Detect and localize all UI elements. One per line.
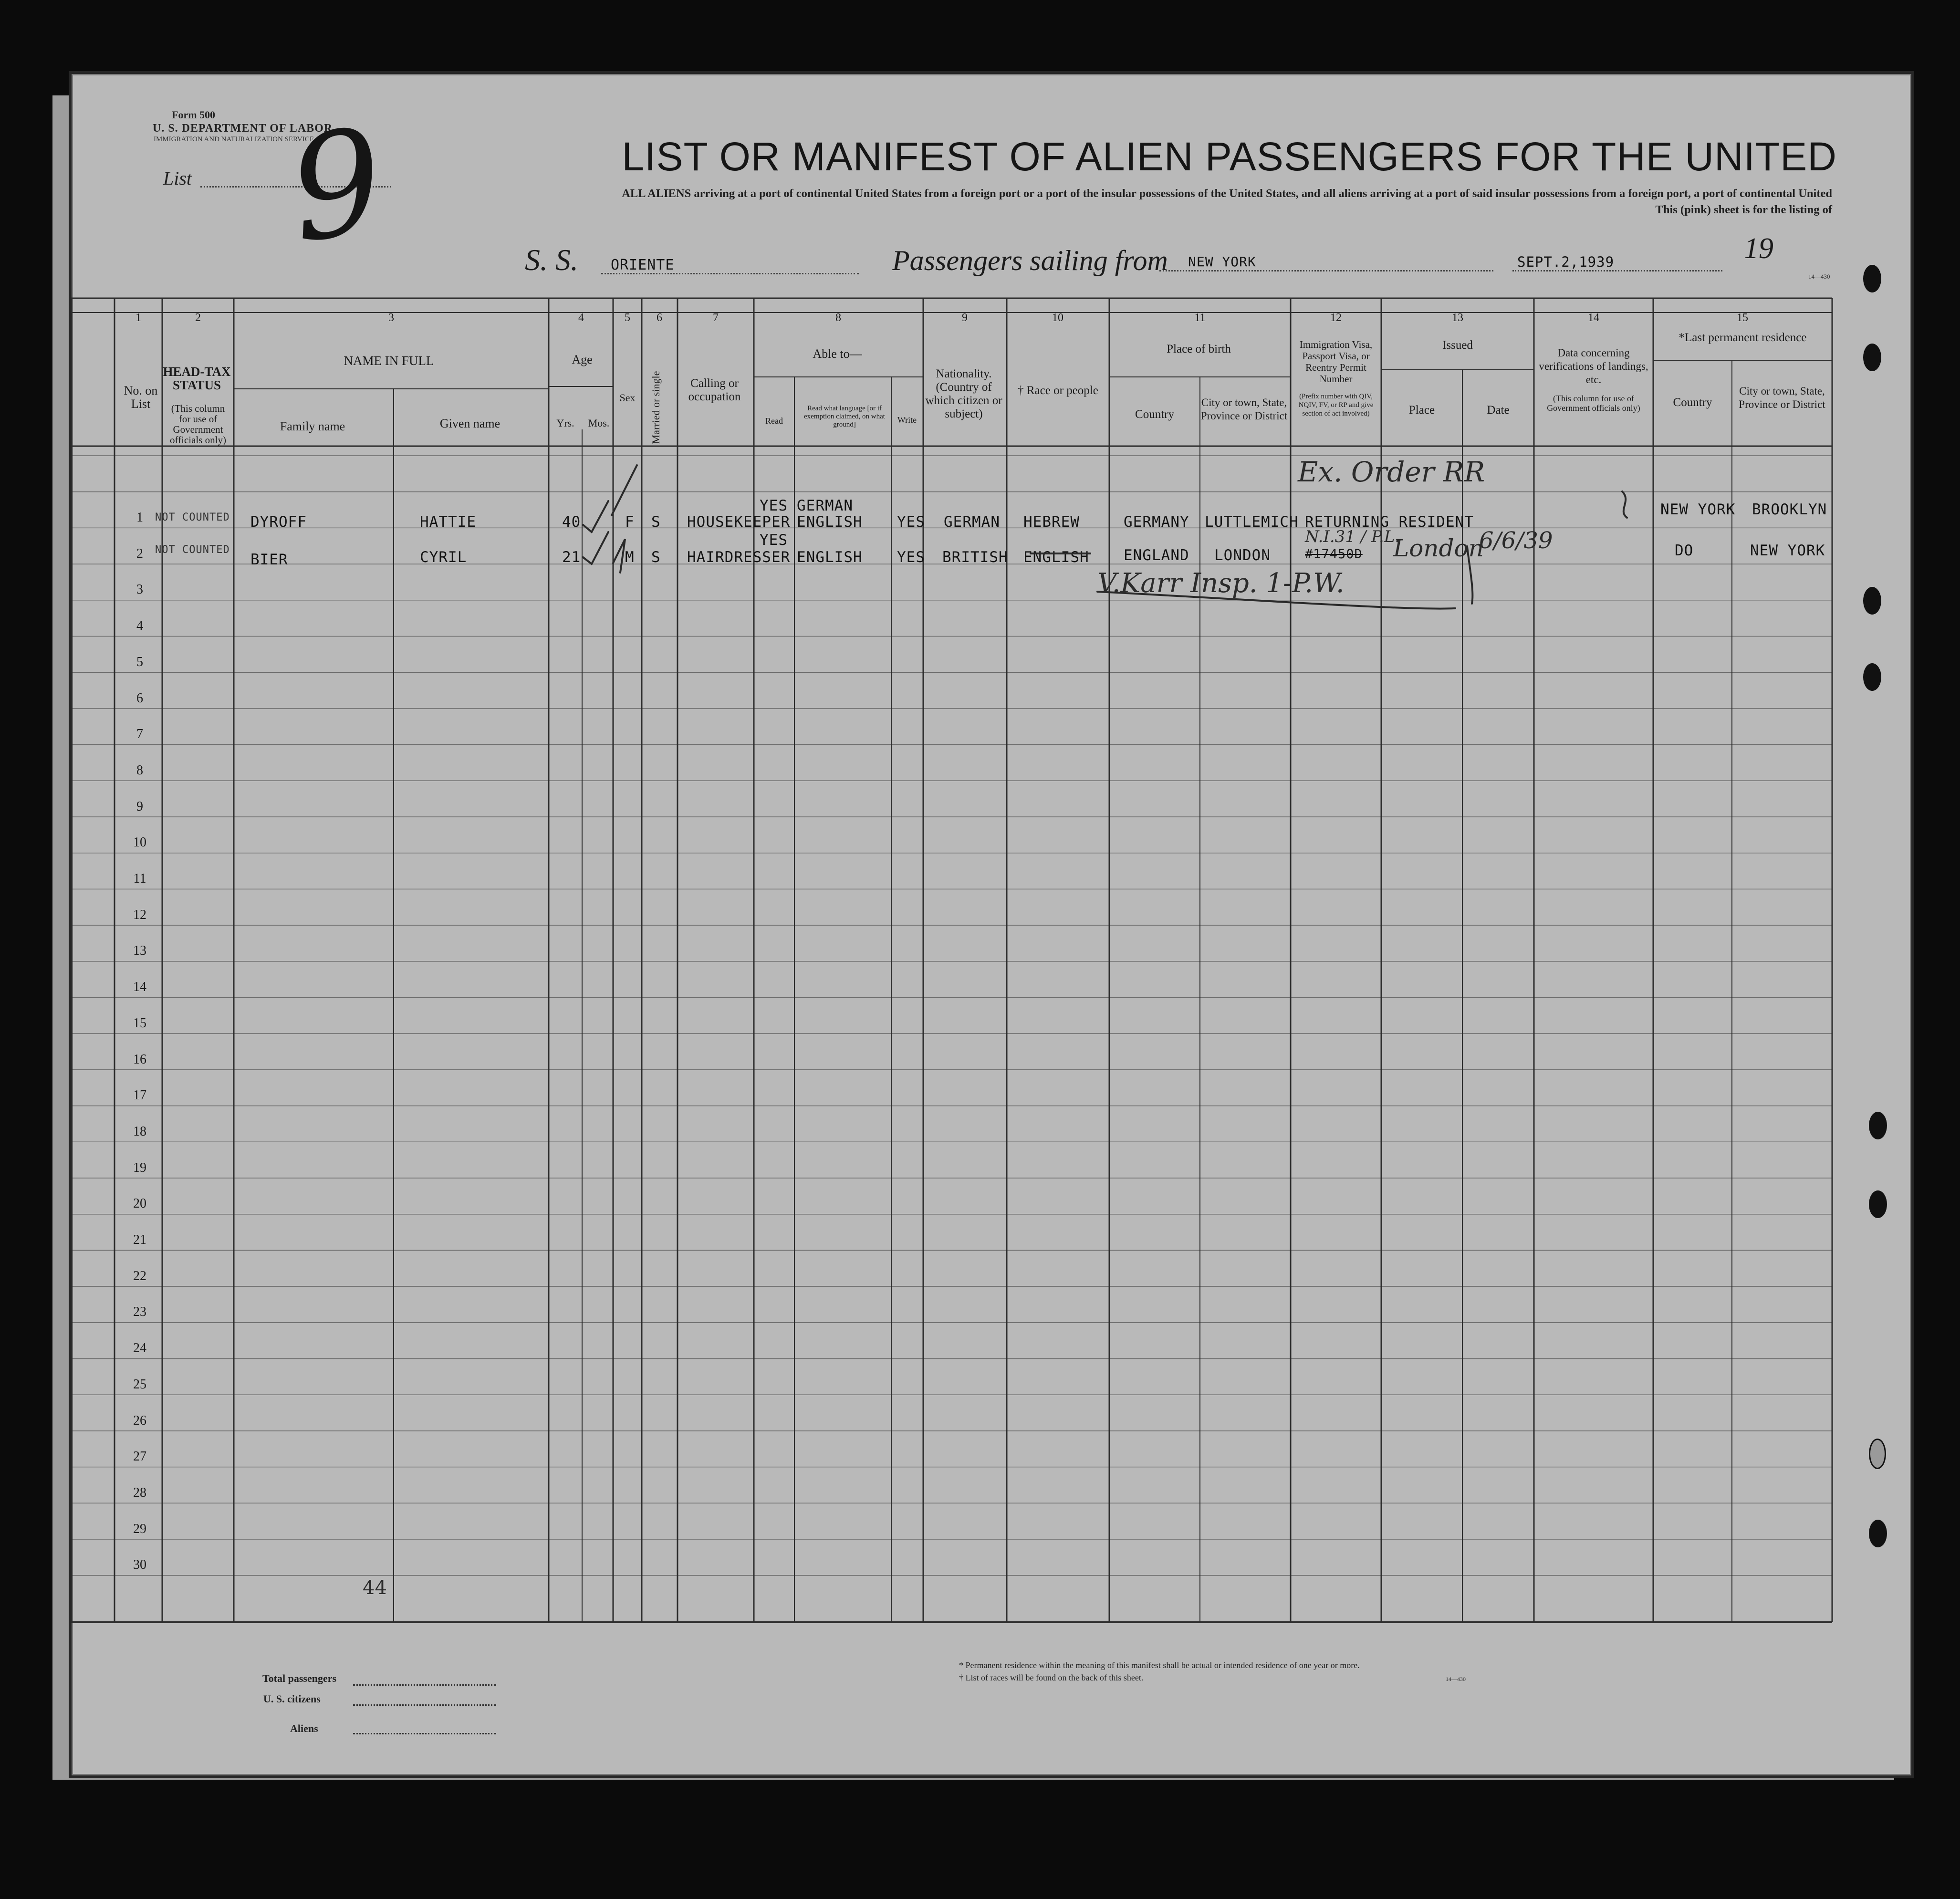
header-race: † Race or people [1018, 384, 1098, 397]
row-number: 5 [136, 654, 143, 669]
can-read: YES [760, 497, 788, 514]
given-name: HATTIE [420, 513, 476, 531]
read-language-2: ENGLISH [797, 513, 863, 531]
header-visa-note: (Prefix number with QIV, NQIV, FV, or RP and give section of act involved) [1298, 393, 1374, 417]
row-number: 21 [133, 1232, 146, 1247]
row-number: 1 [136, 510, 143, 525]
list-number-handwritten: 9 [280, 97, 394, 275]
column-number: 8 [835, 312, 841, 324]
row-number: 16 [133, 1052, 146, 1067]
race: HEBREW [1023, 513, 1080, 531]
row-number: 18 [133, 1124, 146, 1139]
column-number: 13 [1452, 312, 1463, 324]
head-tax-status: NOT COUNTED [155, 544, 230, 556]
read-language-1: ENGLISH [797, 549, 863, 566]
column-number: 10 [1052, 312, 1063, 324]
print-code: 14—430 [1808, 273, 1830, 280]
residence-city: NEW YORK [1750, 542, 1825, 559]
row-number: 7 [136, 727, 143, 742]
checkmark-row-1 [583, 501, 608, 532]
column-number: 11 [1194, 312, 1206, 324]
header-res-country: Country [1673, 396, 1712, 409]
header-no-on-list: No. on List [124, 384, 158, 411]
instructions-line1: ALL ALIENS arriving at a port of continental United States from a foreign port or a port of the insular possessions of the United States, and all aliens arriving at a port of said insular possessions from a foreign port, a port of continental United [622, 187, 1832, 200]
list-label: List [163, 167, 192, 189]
row-number: 11 [133, 871, 146, 886]
header-head-tax-note: (This column for use of Government officials only) [169, 403, 226, 446]
sex: M [625, 549, 635, 566]
us-citizens-line [353, 1704, 496, 1706]
column-number: 9 [962, 312, 968, 324]
header-issued: Issued [1442, 339, 1473, 352]
race: ENGLISH [1023, 549, 1089, 566]
us-citizens-label: U. S. citizens [263, 1693, 321, 1705]
row-number: 13 [133, 943, 146, 959]
can-write: YES [897, 549, 925, 566]
column-number: 3 [388, 312, 394, 324]
handwritten-page-count: 44 [363, 1577, 387, 1599]
row-number: 12 [133, 907, 146, 922]
column-number: 5 [625, 312, 630, 324]
column-number: 6 [657, 312, 662, 324]
verification-mark [1622, 491, 1627, 518]
row-number: 22 [133, 1268, 146, 1283]
header-given-name: Given name [439, 417, 500, 430]
header-sex: Sex [619, 392, 636, 404]
header-visa: Immigration Visa, Passport Visa, or Reentry Permit Number [1299, 339, 1373, 385]
row-number: 14 [133, 980, 146, 995]
department-name: U. S. DEPARTMENT OF LABOR [153, 122, 333, 135]
header-age-yrs: Yrs. [556, 417, 574, 429]
birth-country: ENGLAND [1124, 547, 1189, 564]
family-name: DYROFF [250, 513, 307, 531]
birth-country: GERMANY [1124, 513, 1189, 531]
form-title: LIST OR MANIFEST OF ALIEN PASSENGERS FOR THE UNITED [622, 134, 1837, 179]
header-data-concerning: Data concerning verifications of landings, etc. [1539, 347, 1648, 386]
row-number: 9 [136, 799, 143, 814]
column-number: 15 [1737, 312, 1748, 324]
row-number: 25 [133, 1377, 146, 1392]
birth-city: LONDON [1214, 547, 1271, 564]
residence-country: DO [1675, 542, 1694, 559]
row-number: 3 [136, 582, 143, 597]
column-number: 7 [713, 312, 719, 324]
column-number: 12 [1330, 312, 1342, 324]
header-issued-date: Date [1487, 404, 1510, 417]
row-number: 26 [133, 1413, 146, 1428]
instructions-line2: This (pink) sheet is for the listing of [1655, 203, 1832, 216]
aliens-line [353, 1733, 496, 1734]
column-number: 1 [136, 312, 141, 324]
footer-code: 14—430 [1446, 1676, 1466, 1682]
sex: F [625, 513, 635, 531]
row-number: 29 [133, 1521, 146, 1536]
header-birth-city: City or town, State, Province or District [1200, 396, 1288, 422]
marital-status: S [651, 549, 661, 566]
row-number: 17 [133, 1088, 146, 1103]
head-tax-status: NOT COUNTED [155, 511, 230, 523]
age-years: 21 [562, 549, 581, 566]
header-read: Read [765, 416, 783, 426]
header-issued-place: Place [1408, 404, 1435, 417]
read-language-1: GERMAN [797, 497, 853, 514]
row-number: 19 [133, 1160, 146, 1175]
nationality: GERMAN [944, 513, 1000, 531]
occupation: HOUSEKEEPER [687, 513, 791, 531]
header-married: Married or single [650, 371, 662, 444]
given-name: CYRIL [420, 549, 467, 566]
visa-number: #17450D [1305, 547, 1363, 562]
header-last-residence: *Last permanent residence [1679, 331, 1807, 344]
footnote-races: † List of races will be found on the back of this sheet. [959, 1673, 1144, 1682]
column-number: 2 [195, 312, 201, 324]
stroke-mark [613, 539, 625, 573]
header-able-to: Able to— [813, 347, 862, 361]
column-number: 4 [578, 312, 584, 324]
row-number: 4 [136, 618, 143, 634]
header-family-name: Family name [280, 419, 345, 433]
sailing-port: NEW YORK [1188, 254, 1256, 270]
header-calling: Calling or occupation [688, 377, 741, 403]
footnote-residence: * Permanent residence within the meaning of this manifest shall be actual or intended residence of one year or more. [959, 1660, 1360, 1670]
can-read: YES [760, 532, 788, 549]
sailing-label: Passengers sailing from [892, 245, 1168, 276]
header-age: Age [572, 353, 593, 366]
sailing-date: SEPT.2,1939 [1517, 254, 1615, 270]
row-number: 15 [133, 1015, 146, 1031]
handwritten-visa-note: N.I.31 / P.L. [1305, 527, 1400, 546]
underline-mark [1097, 592, 1455, 609]
header-write: Write [897, 415, 917, 425]
row-number: 10 [133, 835, 146, 850]
aliens-label: Aliens [290, 1722, 318, 1734]
ss-label: S. S. [525, 243, 578, 277]
occupation: HAIRDRESSER [687, 549, 791, 566]
total-passengers-label: Total passengers [262, 1672, 337, 1684]
header-birth-country: Country [1135, 408, 1174, 421]
row-number: 27 [133, 1449, 146, 1464]
handwritten-issued-date: 6/6/39 [1479, 527, 1553, 554]
row-number: 28 [133, 1485, 146, 1500]
year-prefix: 19 [1744, 232, 1773, 265]
row-number: 2 [136, 546, 143, 561]
row-number: 23 [133, 1304, 146, 1320]
marital-status: S [651, 513, 661, 531]
family-name: BIER [250, 551, 288, 568]
stroke-mark [612, 465, 637, 515]
header-place-of-birth: Place of birth [1167, 343, 1231, 355]
row-number: 20 [133, 1196, 146, 1211]
age-years: 40 [562, 513, 581, 531]
nationality: BRITISH [942, 549, 1008, 566]
can-write: YES [897, 513, 925, 531]
column-number: 14 [1588, 312, 1599, 324]
stroke-mark [1467, 546, 1472, 604]
row-number: 30 [133, 1557, 146, 1573]
residence-country: NEW YORK [1660, 501, 1736, 518]
handwritten-signature: V.Karr Insp. 1-P.W. [1097, 568, 1345, 599]
header-read-language: Read what language [or if exemption claimed, on what ground] [804, 405, 885, 428]
header-age-mos: Mos. [588, 417, 610, 429]
service-name: IMMIGRATION AND NATURALIZATION SERVICE [154, 136, 314, 143]
row-number: 8 [136, 762, 143, 778]
birth-city: LUTTLEMICH [1205, 513, 1299, 531]
row-number: 24 [133, 1341, 146, 1356]
ship-name: ORIENTE [611, 257, 675, 273]
handwritten-ex-order: Ex. Order RR [1298, 456, 1485, 488]
total-passengers-line [353, 1684, 496, 1686]
visa-number: RETURNING RESIDENT [1305, 513, 1474, 531]
handwritten-issued-place: London [1393, 534, 1484, 562]
header-res-city: City or town, State, Province or District [1739, 385, 1825, 410]
header-name-in-full: NAME IN FULL [344, 354, 434, 368]
residence-city: BROOKLYN [1752, 501, 1827, 518]
form-number: Form 500 [172, 109, 216, 121]
row-number: 6 [136, 690, 143, 706]
header-data-note: (This column for use of Government officials only) [1547, 394, 1640, 413]
header-head-tax: HEAD-TAX STATUS [163, 365, 231, 392]
checkmark-row-2 [583, 532, 608, 564]
header-nationality: Nationality. (Country of which citizen or subject) [925, 367, 1002, 420]
